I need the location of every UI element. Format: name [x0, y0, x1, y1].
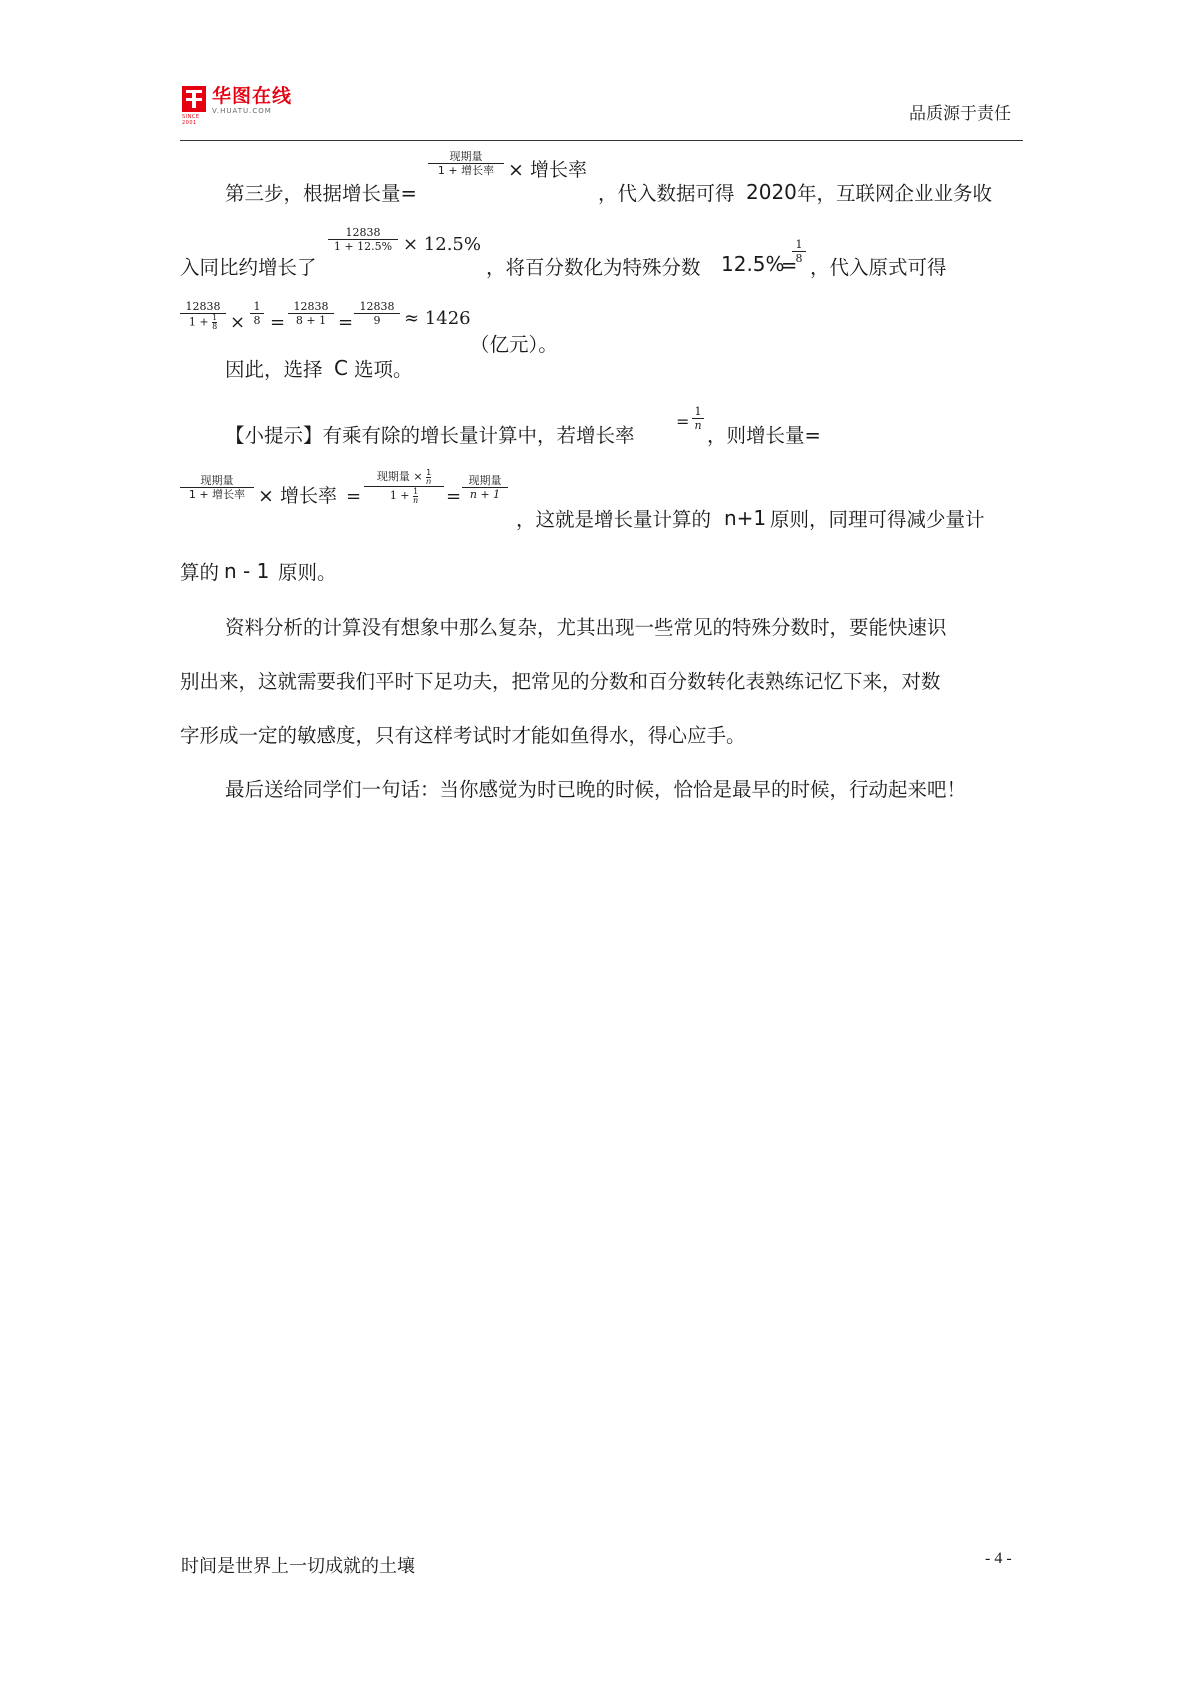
fraction-numerator: 12838 — [293, 300, 329, 313]
page-header — [180, 82, 1023, 141]
fraction-denominator: n + 1 — [462, 487, 508, 501]
logo-url: V.HUATU.COM — [212, 107, 272, 115]
fraction-denominator: 1 + 增长率 — [180, 487, 254, 501]
line2-equals: = — [781, 254, 798, 277]
fraction-numerator: 12838 — [185, 300, 221, 313]
tip-equals: = — [676, 412, 690, 431]
huatu-logo — [182, 85, 293, 126]
fraction-numerator: 12838 — [359, 300, 395, 313]
huatu-logo-icon — [182, 86, 206, 126]
fraction-denominator: 1 + 12.5% — [328, 239, 398, 253]
step3-times-rate: × 增长率 — [508, 159, 587, 181]
tip-line2-tail: 原则。 — [278, 561, 337, 584]
fraction-numerator: 12838 — [345, 226, 381, 239]
line3-equals-2: = — [338, 312, 354, 333]
tip-line2-lead: 算的 — [180, 561, 220, 584]
fraction-numerator: 现期量 — [200, 474, 234, 487]
footer-motto: 时间是世界上一切成就的土壤 — [181, 1556, 415, 1577]
fraction-numerator: 1 — [694, 405, 702, 418]
line2-mid: ，将百分数化为特殊分数 — [486, 256, 701, 279]
fraction-denominator: 8 — [792, 251, 806, 265]
fraction-denominator: n — [692, 418, 704, 432]
step3-year: 2020 — [746, 180, 797, 204]
tip-times-rate: × 增长率 — [258, 485, 337, 507]
fraction-numerator: 现期量 — [449, 150, 483, 163]
fraction-numerator: 现期量 — [468, 474, 502, 487]
step3-lead: 第三步，根据增长量= — [225, 182, 417, 205]
tip-fraction-3 — [462, 474, 508, 501]
fraction-denominator: 8 + 1 — [288, 313, 334, 327]
tip-mid: ，这就是增长量计算的 — [516, 508, 712, 531]
line4-option: C — [334, 356, 348, 380]
fraction-denominator: 1 + $\frac{1}{n}$ — [364, 486, 444, 505]
line3-fraction-b — [250, 300, 264, 327]
header-slogan: 品质源于责任 — [909, 104, 1011, 124]
tip-equals-2: = — [346, 486, 362, 507]
tip-equals-3: = — [446, 486, 462, 507]
line3-approx: ≈ 1426 — [404, 308, 471, 329]
tip-fraction-2 — [364, 468, 444, 505]
line4-lead: 因此，选择 — [225, 358, 323, 381]
fraction-denominator: 8 — [250, 313, 264, 327]
line3-fraction-d — [354, 300, 400, 327]
line4-tail: 选项。 — [354, 358, 413, 381]
tip-one-over-n — [692, 405, 704, 432]
tip-tail: ，则增长量= — [707, 424, 821, 447]
line3-times: × — [230, 312, 246, 333]
fraction-numerator: 现期量 × $\frac{1}{n}$ — [376, 467, 432, 486]
tip-n-plus-1: n+1 — [724, 506, 767, 530]
step3-formula-fraction — [428, 150, 504, 177]
line2-lead: 入同比约增长了 — [180, 256, 317, 279]
tip-fraction-1 — [180, 474, 254, 501]
line2-fraction — [328, 226, 398, 253]
line3-equals-1: = — [270, 312, 286, 333]
line2-times: × 12.5% — [403, 234, 481, 255]
fraction-numerator: 1 — [795, 238, 803, 251]
line2-tail: ，代入原式可得 — [810, 256, 947, 279]
para2: 最后送给同学们一句话：当你感觉为时已晚的时候，恰恰是最早的时候，行动起来吧！ — [225, 778, 967, 801]
tip-tail-2: 原则，同理可得减少量计 — [770, 508, 985, 531]
fraction-numerator: 1 — [253, 300, 261, 313]
fraction-denominator: 9 — [354, 313, 400, 327]
line2-one-eighth — [792, 238, 806, 265]
tip-lead: 【小提示】有乘有除的增长量计算中，若增长率 — [225, 424, 635, 447]
para1-line3: 字形成一定的敏感度，只有这样考试时才能如鱼得水，得心应手。 — [180, 724, 746, 747]
para1-line2: 别出来，这就需要我们平时下足功夫，把常见的分数和百分数转化表熟练记忆下来，对数 — [180, 670, 941, 693]
logo-name: 华图在线 — [212, 85, 293, 107]
para1-line1: 资料分析的计算没有想象中那么复杂，尤其出现一些常见的特殊分数时，要能快速识 — [225, 616, 947, 639]
logo-since: SINCE 2001 — [182, 114, 200, 126]
step3-tail: 年，互联网企业业务收 — [797, 182, 993, 205]
page-number: - 4 - — [985, 1550, 1012, 1567]
line3-unit: （亿元）。 — [470, 333, 558, 356]
fraction-denominator: 1 + $\frac{1}{8}$ — [180, 313, 226, 331]
fraction-denominator: 1 + 增长率 — [428, 163, 504, 177]
line2-percent: 12.5% — [721, 252, 785, 276]
line3-fraction-c — [288, 300, 334, 327]
tip-n-minus-1: n - 1 — [224, 559, 270, 583]
step3-mid: ，代入数据可得 — [598, 182, 735, 205]
line3-fraction-a — [180, 300, 226, 331]
